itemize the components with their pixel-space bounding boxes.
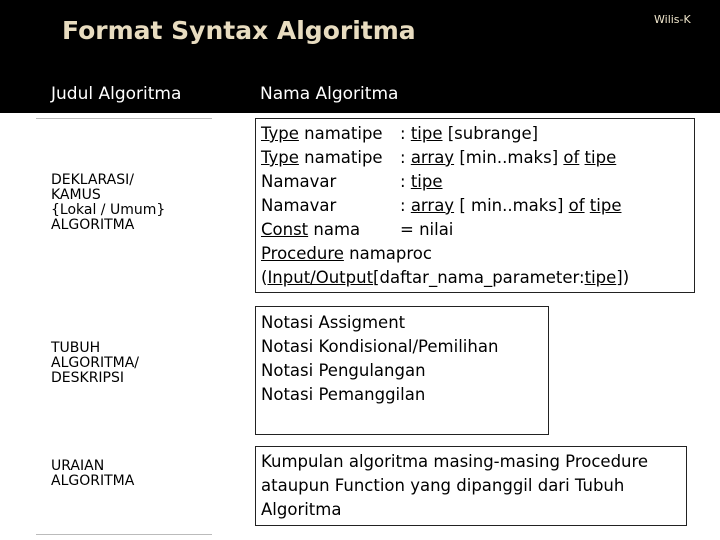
list-item: Notasi Kondisional/Pemilihan [261,337,499,356]
label-line: ALGORITMA/ [51,355,140,371]
label-line: ALGORITMA [51,217,135,233]
list-item: Notasi Assigment [261,313,406,332]
label-line: KAMUS [51,187,101,203]
label-line: {Lokal / Umum} [51,202,166,218]
list-item: Notasi Pengulangan [261,361,426,380]
text-line: Kumpulan algoritma masing-masing Procedure [261,452,649,471]
uraian-box [255,446,687,526]
label-tubuh [51,341,139,386]
decl-row: Namavar : tipe [261,172,443,191]
label-line: TUBUH [51,340,101,356]
label-deklarasi [51,173,165,233]
label-line: DEKLARASI/ [51,172,134,188]
list-item: Notasi Pemanggilan [261,385,426,404]
slide-title: Format Syntax Algoritma [62,16,416,45]
deklarasi-box [255,118,695,293]
header-bar [0,0,720,113]
label-line: DESKRIPSI [51,370,125,386]
decl-row: Namavar : array [ min..maks] of tipe [261,196,622,215]
text-line: ataupun Function yang dipanggil dari Tubuh [261,476,625,495]
procedure-row: Procedure namaproc [261,244,432,263]
procedure-params-row: (Input/Output[daftar_nama_parameter:tipe]) [261,268,630,287]
column-header-nama: Nama Algoritma [260,84,399,104]
column-header-judul: Judul Algoritma [51,84,182,104]
label-uraian [51,459,134,489]
tubuh-box [255,306,549,435]
author-label: Wilis-K [654,13,691,26]
decl-row: Const nama = nilai [261,220,454,239]
text-line: Algoritma [261,500,342,519]
label-line: ALGORITMA [51,473,135,489]
label-line: URAIAN [51,458,105,474]
decl-row: Type namatipe : tipe [subrange] [261,124,539,143]
decl-row: Type namatipe : array [min..maks] of tipe [261,148,617,167]
